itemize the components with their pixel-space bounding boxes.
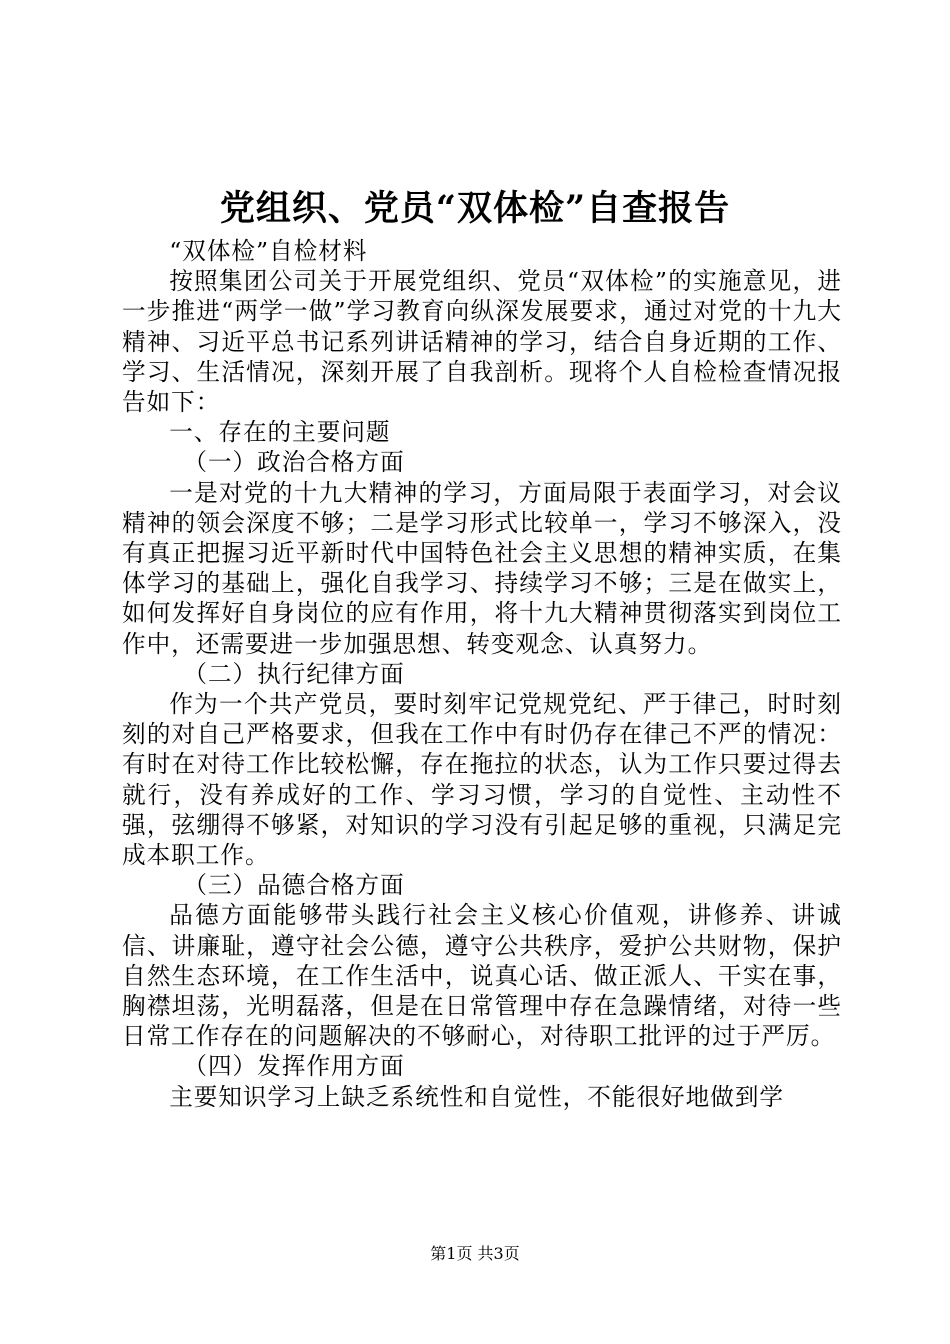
paragraph-political: 一是对党的十九大精神的学习，方面局限于表面学习，对会议精神的领会深度不够；二是学习形式比较单一，学习不够深入，没有真正把握习近平新时代中国特色社会主义思想的精神实质，在集体学习的基础上，强化自我学习、持续学习不够；三是在做实上，如何发挥好自身岗位的应有作用，将十九大精神贯彻落实到岗位工作中，还需要进一步加强思想、转变观念、认真努力。 <box>122 478 842 658</box>
paragraph-role: 主要知识学习上缺乏系统性和自觉性，不能很好地做到学 <box>169 1082 785 1111</box>
heading-role: （四）发挥作用方面 <box>183 1052 405 1081</box>
paragraph-morality: 品德方面能够带头践行社会主义核心价值观，讲修养、讲诚信、讲廉耻，遵守社会公德，遵守公共秩序，爱护公共财物，保护自然生态环境，在工作生活中，说真心话、做正派人、干实在事，胸襟坦荡，光明磊落，但是在日常管理中存在急躁情绪，对待一些日常工作存在的问题解决的不够耐心，对待职工批评的过于严厉。 <box>122 901 842 1051</box>
heading-political: （一）政治合格方面 <box>183 448 405 477</box>
document-title: 党组织、党员“双体检”自查报告 <box>219 188 731 229</box>
paragraph-intro: 按照集团公司关于开展党组织、党员“双体检”的实施意见，进一步推进“两学一做”学习教育向纵深发展要求，通过对党的十九大精神、习近平总书记系列讲话精神的学习，结合自身近期的工作、学习、生活情况，深刻开展了自我剖析。现将个人自检检查情况报告如下： <box>122 267 842 417</box>
heading-morality: （三）品德合格方面 <box>183 871 405 900</box>
document-body <box>122 236 842 1112</box>
paragraph-discipline: 作为一个共产党员，要时刻牢记党规党纪、严于律己，时时刻刻的对自己严格要求，但我在工作中有时仍存在律己不严的情况：有时在对待工作比较松懈，存在拖拉的状态，认为工作只要过得去就行，没有养成好的工作、学习习惯，学习的自觉性、主动性不强，弦绷得不够紧，对知识的学习没有引起足够的重视，只满足完成本职工作。 <box>122 690 842 870</box>
heading-discipline: （二）执行纪律方面 <box>183 659 405 688</box>
paragraph-subtitle: “双体检”自检材料 <box>169 237 368 265</box>
page-footer: 第1页 共3页 <box>430 1244 520 1263</box>
heading-main-problems: 一、存在的主要问题 <box>169 418 391 447</box>
